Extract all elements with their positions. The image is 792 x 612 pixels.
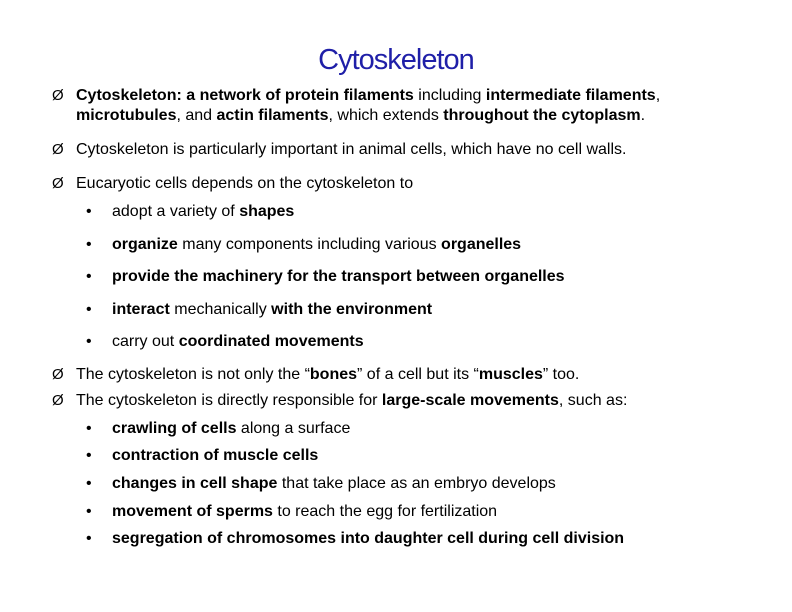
emphasis-text: contraction of muscle cells bbox=[112, 447, 319, 464]
bullet-text bbox=[76, 140, 766, 160]
emphasis-text: Cytoskeleton: a network of protein filaments bbox=[76, 87, 414, 104]
arrow-bullet-icon: Ø bbox=[52, 141, 64, 158]
text-run: ” too. bbox=[542, 366, 580, 383]
emphasis-text: intermediate filaments bbox=[485, 87, 656, 104]
sub-list-text bbox=[112, 300, 432, 320]
emphasis-text: large-scale movements bbox=[381, 392, 559, 409]
text-run: . bbox=[640, 107, 646, 124]
emphasis-text: shapes bbox=[239, 203, 295, 220]
text-run: , bbox=[655, 87, 661, 104]
dot-bullet-icon: • bbox=[86, 236, 92, 253]
bullet-text bbox=[76, 174, 766, 194]
sub-list-text bbox=[112, 332, 364, 352]
dot-bullet-icon: • bbox=[86, 447, 92, 464]
text-run: including bbox=[413, 87, 486, 104]
bullet-text bbox=[76, 391, 766, 411]
text-run: , such as: bbox=[558, 392, 628, 409]
text-run: many components including various bbox=[177, 236, 442, 253]
emphasis-text: with the environment bbox=[271, 301, 433, 318]
text-run: to reach the egg for fertilization bbox=[272, 503, 498, 520]
text-run: along a surface bbox=[236, 420, 351, 437]
dot-bullet-icon: • bbox=[86, 268, 92, 285]
sub-list-text bbox=[112, 202, 294, 222]
text-run: that take place as an embryo develops bbox=[277, 475, 556, 492]
dot-bullet-icon: • bbox=[86, 333, 92, 350]
emphasis-text: interact bbox=[112, 301, 170, 318]
arrow-bullet-icon: Ø bbox=[52, 366, 64, 383]
sub-list-text bbox=[112, 235, 521, 255]
text-run: The cytoskeleton is not only the “ bbox=[76, 366, 310, 383]
dot-bullet-icon: • bbox=[86, 503, 92, 520]
emphasis-text: actin filaments bbox=[216, 107, 329, 124]
sub-list-text bbox=[112, 474, 556, 494]
dot-bullet-icon: • bbox=[86, 530, 92, 547]
text-run: mechanically bbox=[169, 301, 272, 318]
text-run: , and bbox=[176, 107, 217, 124]
sub-list-text bbox=[112, 502, 497, 522]
emphasis-text: muscles bbox=[478, 366, 543, 383]
sub-list-text bbox=[112, 529, 624, 549]
page-title-text: Cytoskeleton bbox=[318, 44, 474, 76]
arrow-bullet-icon: Ø bbox=[52, 392, 64, 409]
text-run: carry out bbox=[112, 333, 179, 350]
sub-list-text bbox=[112, 267, 565, 287]
dot-bullet-icon: • bbox=[86, 475, 92, 492]
arrow-bullet-icon: Ø bbox=[52, 87, 64, 104]
text-run: , which extends bbox=[328, 107, 444, 124]
dot-bullet-icon: • bbox=[86, 203, 92, 220]
emphasis-text: organize bbox=[112, 236, 178, 253]
emphasis-text: throughout the cytoplasm bbox=[443, 107, 641, 124]
dot-bullet-icon: • bbox=[86, 420, 92, 437]
emphasis-text: crawling of cells bbox=[112, 420, 237, 437]
emphasis-text: changes in cell shape bbox=[112, 475, 278, 492]
emphasis-text: bones bbox=[309, 366, 358, 383]
emphasis-text: segregation of chromosomes into daughter cell during cell division bbox=[112, 530, 625, 547]
text-run: Cytoskeleton is particularly important in animal cells, which have no cell walls. bbox=[76, 141, 627, 158]
bullet-text bbox=[76, 86, 766, 126]
text-run: The cytoskeleton is directly responsible for bbox=[76, 392, 382, 409]
text-run: Eucaryotic cells depends on the cytoskeleton to bbox=[76, 175, 414, 192]
sub-list-text bbox=[112, 446, 318, 466]
sub-list-text bbox=[112, 419, 350, 439]
page-title bbox=[0, 44, 792, 77]
emphasis-text: coordinated movements bbox=[178, 333, 364, 350]
arrow-bullet-icon: Ø bbox=[52, 175, 64, 192]
text-run: adopt a variety of bbox=[112, 203, 240, 220]
emphasis-text: organelles bbox=[441, 236, 522, 253]
emphasis-text: movement of sperms bbox=[112, 503, 273, 520]
emphasis-text: microtubules bbox=[76, 107, 177, 124]
dot-bullet-icon: • bbox=[86, 301, 92, 318]
text-run: ” of a cell but its “ bbox=[357, 366, 479, 383]
bullet-text bbox=[76, 365, 766, 385]
emphasis-text: provide the machinery for the transport between organelles bbox=[112, 268, 565, 285]
